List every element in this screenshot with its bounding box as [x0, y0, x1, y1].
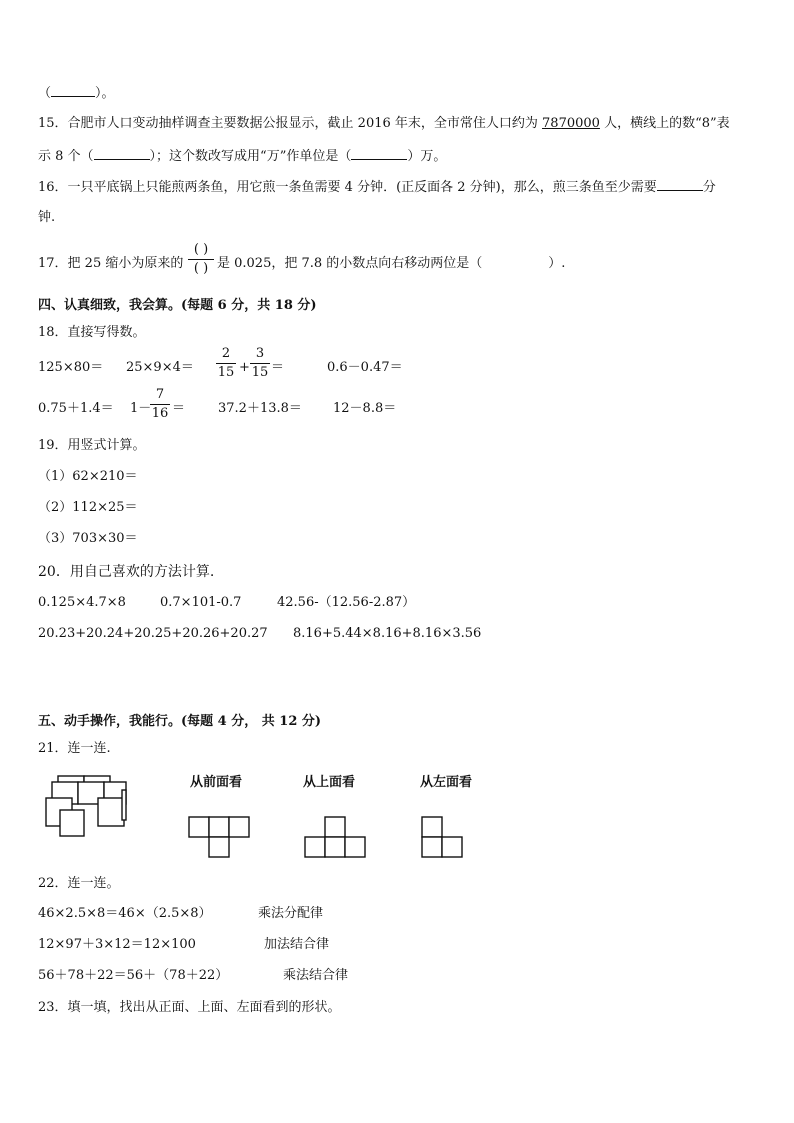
q18-expr-6a: 1－: [130, 401, 152, 416]
q18-expr-7: 37.2＋13.8＝: [218, 401, 302, 416]
q20-expr-4: 20.23+20.24+20.25+20.26+20.27: [38, 626, 268, 641]
q18-expr-4: 0.6－0.47＝: [327, 360, 403, 375]
q18-expr-8: 12－8.8＝: [333, 401, 397, 416]
underlined-number: 7870000: [542, 116, 600, 131]
q18-expr-2: 25×9×4＝: [126, 360, 194, 375]
q20-title: 20．用自己喜欢的方法计算.: [38, 564, 215, 580]
q18-fraction-7-16: 7 16: [151, 387, 169, 421]
q18-equals: ＝: [271, 360, 285, 375]
front-view-shape[interactable]: [188, 816, 252, 860]
section-5-heading: 五、动手操作，我能行。(每题 4 分， 共 12 分): [38, 714, 322, 729]
q18-title: 18．直接写得数。: [38, 325, 146, 340]
q20-expr-1: 0.125×4.7×8: [38, 595, 126, 610]
q16-line1: 16．一只平底锅上只能煎两条鱼，用它煎一条鱼需要 4 分钟．(正反面各 2 分钟)，那么，煎三条鱼至少需要 分: [38, 180, 716, 195]
q22-left-1[interactable]: 46×2.5×8＝46×（2.5×8）: [38, 906, 212, 921]
q22-right-1[interactable]: 乘法分配律: [258, 906, 324, 921]
cube-back-row: [46, 776, 126, 826]
q20-expr-2: 0.7×101-0.7: [160, 595, 242, 610]
q22-left-3[interactable]: 56＋78＋22＝56＋（78＋22）: [38, 968, 229, 983]
q20-expr-5: 8.16+5.44×8.16+8.16×3.56: [293, 626, 482, 641]
q23-title: 23．填一填，找出从正面、上面、左面看到的形状。: [38, 1000, 341, 1015]
q22-right-3[interactable]: 乘法结合律: [283, 968, 349, 983]
view-label-left: 从左面看: [420, 775, 473, 790]
q18-expr-5: 0.75＋1.4＝: [38, 401, 114, 416]
cube-stack-figure: [38, 772, 138, 852]
q18-fraction-2-15: 2 15: [217, 346, 235, 380]
q21-title: 21．连一连.: [38, 741, 111, 756]
view-label-top: 从上面看: [303, 775, 356, 790]
q19-item-2: （2）112×25＝: [38, 500, 138, 515]
q14-answer-line: （ ）。: [38, 86, 115, 101]
q18-plus: +: [239, 360, 250, 375]
answer-blank[interactable]: [51, 84, 95, 97]
view-label-front: 从前面看: [190, 775, 243, 790]
section-4-heading: 四、认真细致，我会算。(每题 6 分，共 18 分): [38, 298, 317, 313]
q20-expr-3: 42.56-（12.56-2.87）: [277, 595, 416, 610]
q18-fraction-3-15: 3 15: [251, 346, 269, 380]
answer-blank[interactable]: [94, 147, 150, 160]
q22-title: 22．连一连。: [38, 876, 120, 891]
q22-left-2[interactable]: 12×97＋3×12＝12×100: [38, 937, 196, 952]
q17-fraction: ( ) ( ): [188, 242, 214, 277]
q19-title: 19．用竖式计算。: [38, 438, 146, 453]
q15-line1: 15．合肥市人口变动抽样调查主要数据公报显示，截止 2016 年末，全市常住人口约为 7870000 人，横线上的数“8”表: [38, 116, 730, 131]
q19-item-3: （3）703×30＝: [38, 531, 138, 546]
cube-front: [60, 810, 84, 836]
q16-line2: 钟.: [38, 210, 56, 225]
answer-blank[interactable]: [351, 147, 407, 160]
q18-expr-1: 125×80＝: [38, 360, 104, 375]
q17-text-b: 是 0.025，把 7.8 的小数点向右移动两位是（ ）.: [217, 256, 566, 271]
answer-blank[interactable]: [657, 178, 703, 191]
left-view-shape[interactable]: [421, 816, 469, 860]
q17-text-a: 17．把 25 缩小为原来的: [38, 256, 184, 271]
q22-right-2[interactable]: 加法结合律: [264, 937, 330, 952]
q19-item-1: （1）62×210＝: [38, 469, 138, 484]
top-view-shape[interactable]: [304, 816, 368, 860]
q15-line2: 示 8 个（ ）；这个数改写成用“万”作单位是（ ）万。: [38, 149, 447, 164]
q18-equals-2: ＝: [172, 401, 186, 416]
